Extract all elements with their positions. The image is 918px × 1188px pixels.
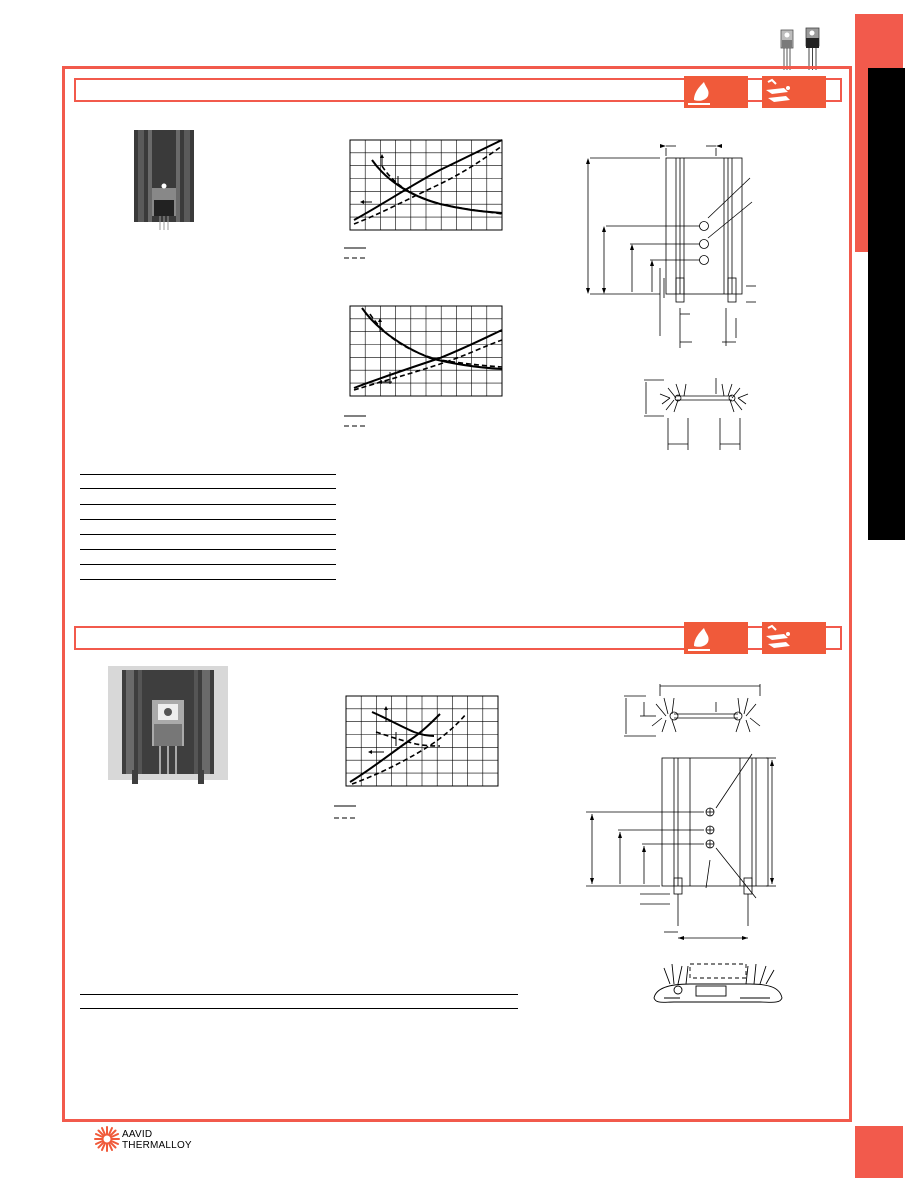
dimension-drawing-1-front <box>580 138 770 348</box>
table-2-rule <box>80 1008 518 1009</box>
dimension-drawing-2-clip <box>650 958 786 1014</box>
table-1-rule <box>80 579 336 580</box>
table-1-rule <box>80 488 336 489</box>
heatsink-photo-2 <box>108 666 228 786</box>
table-1-rule <box>80 564 336 565</box>
brand-name-line-2: THERMALLOY <box>122 1140 192 1151</box>
clip-mounting-icon <box>762 76 826 108</box>
thermal-compound-icon <box>684 76 748 108</box>
dimension-drawing-2-profile <box>616 674 776 744</box>
table-1-rule <box>80 549 336 550</box>
table-2-rule <box>80 994 518 995</box>
dimension-drawing-1-profile <box>640 372 760 452</box>
sunburst-logo-icon <box>94 1126 120 1152</box>
performance-chart-3 <box>330 692 510 826</box>
section-tab-black <box>868 68 905 540</box>
brand-name-line-1: AAVID <box>122 1129 153 1140</box>
brand-name <box>122 1129 192 1151</box>
clip-mounting-icon <box>762 622 826 654</box>
heatsink-photo-1 <box>134 130 194 230</box>
thermal-compound-icon <box>684 622 748 654</box>
performance-chart-2 <box>340 302 510 432</box>
dimension-drawing-2-front <box>580 748 780 948</box>
table-1-rule <box>80 474 336 475</box>
page-corner-tab <box>855 1126 903 1178</box>
table-1-rule <box>80 534 336 535</box>
table-1-rule <box>80 504 336 505</box>
table-1-rule <box>80 519 336 520</box>
performance-chart-1 <box>340 136 510 266</box>
